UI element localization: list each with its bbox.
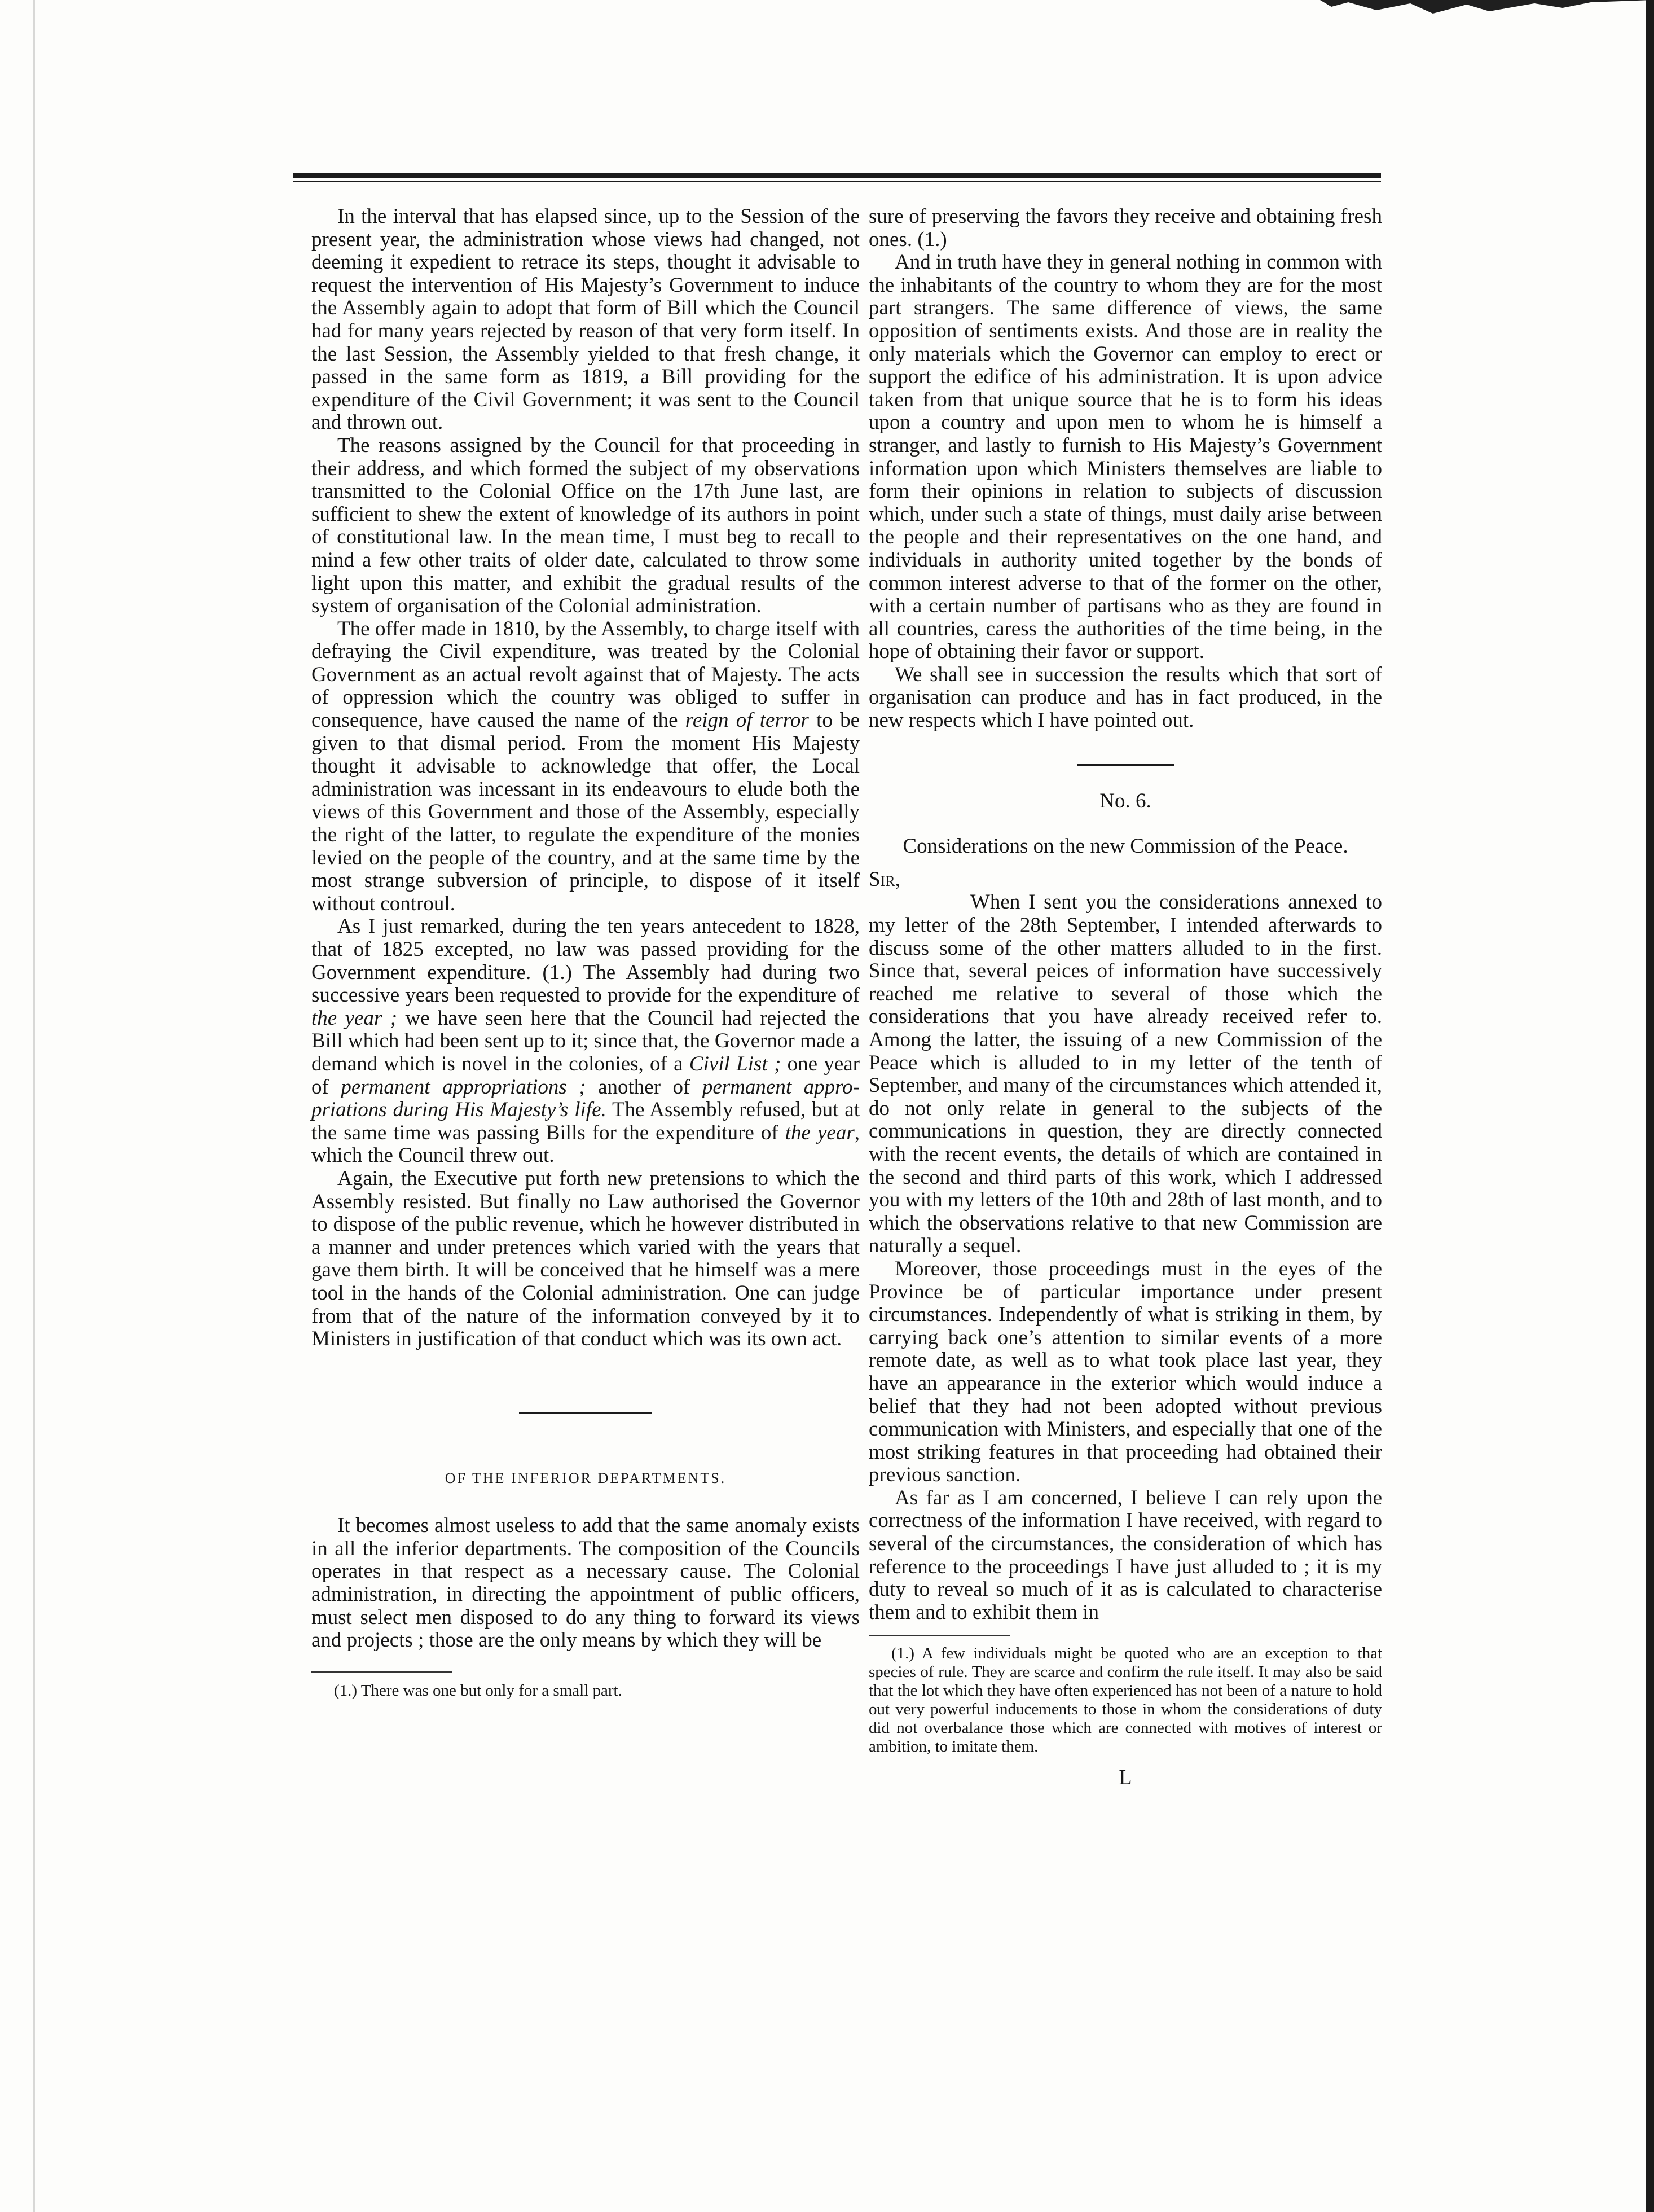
paragraph: In the interval that has elapsed since, up to the Session of the present year, the administration whose views had changed, not deeming it expedient to retrace its steps, thought it advisable to request the intervention of His Majesty’s Government to induce the Assembly again to adopt that form of Bill which the Council had for many years rejected by reason of that very form itself. In the last Session, the Assembly yielded to that fresh change, it passed in the same form as 1819, a Bill providing for the expenditure of the Civil Government; it was sent to the Council and thrown out. [311,205,860,434]
scan-edge-right [1646,0,1654,2212]
scan-smudge [1297,0,1653,23]
paragraph: As far as I am concerned, I believe I can rely upon the correctness of the information I have received, with regard to several of the circumstances, the consideration of which has reference to the proceedings I have just alluded to ; it is my duty to reveal so much of it as is calculated to characterise them and to exhibit them in [869,1486,1382,1624]
footnote-rule [869,1635,1010,1636]
footnote-rule [311,1671,452,1673]
salutation: Sir, [869,867,900,891]
paragraph: It becomes almost useless to add that the same anomaly exists in all the inferior departments. The composition of the Councils operates in that respect as a necessary cause. The Colonial administration, in directing the appointment of public officers, must select men disposed to do any thing to forward its views and projects ; those are the only means by which they will be [311,1514,860,1652]
letter-title: Considerations on the new Commission of the Peace. [903,835,1348,858]
paragraph: Moreover, those proceedings must in the eyes of the Province be of particular importance under present circumstances. Independently of what is striking in them, by carrying back one’s attention to similar events of a more remote date, as well as to what took place last year, they have an appearance in the exterior which would induce a belief that they had not been adopted without previous communication with Ministers, and especially that one of the most striking features in that proceeding had obtained their previous sanction. [869,1257,1382,1487]
footnote: (1.) A few individuals might be quoted who are an exception to that species of rule. They are scarce and confirm the rule itself. It may also be said that the lot which they have often experienced has not been of a nature to hold out very powerful inducements to those in whom the considerations of duty did not overbalance those which are connected with motives of interest or ambition, to imitate them. [869,1644,1382,1756]
paragraph: We shall see in succession the results which that sort of organisation can produce and has in fact produced, in the new respects which I have pointed out. [869,662,1382,732]
right-column [869,205,1382,1789]
paragraph: The reasons assigned by the Council for that proceeding in their address, and which formed the subject of my observations transmitted to the Colonial Office on the 17th June last, are sufficient to shew the extent of knowledge of its authors in point of constitutional law. In the mean time, I must beg to recall to mind a few other traits of older date, calculated to throw some light upon this matter, and exhibit the gradual results of the system of organisation of the Colonial administration. [311,433,860,618]
paragraph: And in truth have they in general nothing in common with the inhabitants of the country to whom they are for the most part strangers. The same difference of views, the same opposition of sentiments exists. And those are in reality the only materials which the Governor can employ to erect or support the edifice of his administration. It is upon advice taken from that unique source that he is to form his ideas upon a country and upon men to whom he is himself a stranger, and lastly to furnish to His Majesty’s Government information upon which Ministers themselves are liable to form their opinions in relation to subjects of discussion which, under such a state of things, must daily arise between the people and their representatives on the one hand, and individuals in authority united together by the bonds of common interest adverse to that of the former on the other, with a certain number of partisans who as they are found in all countries, caress the authorities of the time being, in the hope of obtaining their favor or support. [869,251,1382,664]
signature-mark: L [1119,1766,1132,1790]
header-rule-thin [293,181,1381,182]
header-rule [293,173,1381,178]
paragraph: When I sent you the considerations annexed to my letter of the 28th September, I intended afterwards to discuss some of the other matters alluded to in the first. Since that, several peices of information have successively reached me relative to several of those which the considerations that you have already received refer to. Among the latter, the issuing of a new Commission of the Peace which is alluded to in my letter of the tenth of September, and many of the circumstances which attended it, do not only relate in general to the subjects of the communications in question, they are directly connected with the recent events, the details of which are contained in the second and third parts of this work, which I addressed you with my letters of the 10th and 28th of last month, and to which the observations relative to that new Commission are naturally a sequel. [869,890,1382,1258]
paragraph: The offer made in 1810, by the Assembly, to charge itself with defraying the Civil expenditure, was treated by the Colonial Government as an actual revolt against that of Majesty. The acts of oppression which the country was obliged to suffer in consequence, have caused the name of the reign of terror to be given to that dismal period. From the moment His Majesty thought it advisable to acknowledge that offer, the Local administration was incessant in its endeavours to elude both the views of this Government and those of the Assembly, especially the right of the latter, to regulate the expenditure of the monies levied on the people of the country, and at the same time by the most strange subversion of principle, to dispose of it itself without controul. [311,617,860,915]
letter-number: No. 6. [1099,789,1151,813]
footnote: (1.) There was one but only for a small part. [334,1681,622,1700]
paragraph: sure of preserving the favors they receive and obtaining fresh ones. (1.) [869,205,1382,251]
paragraph: As I just remarked, during the ten years antecedent to 1828, that of 1825 excepted, no law was passed providing for the Government expenditure. (1.) The Assembly had during two successive years been requested to provide for the expenditure of the year ; we have seen here that the Council had rejected the Bill which had been sent up to it; since that, the Governor made a demand which is novel in the colonies, of a Civil List ; one year of permanent appropriations ; another of permanent appropriations during His Majesty’s life. The Assembly refused, but at the same time was passing Bills for the expenditure of the year, which the Council threw out. [311,915,860,1168]
paragraph: Again, the Executive put forth new pretensions to which the Assembly resisted. But finally no Law authorised the Governor to dispose of the public revenue, which he however distributed in a manner and under pretences which varied with the years that gave them birth. It will be conceived that he himself was a mere tool in the hands of the Colonial administration. One can judge from that of the nature of the information conveyed by it to Ministers in justification of that conduct which was its own act. [311,1166,860,1351]
left-column [311,205,860,1700]
scan-shadow-left [33,0,35,2212]
section-heading: OF THE INFERIOR DEPARTMENTS. [445,1469,727,1486]
